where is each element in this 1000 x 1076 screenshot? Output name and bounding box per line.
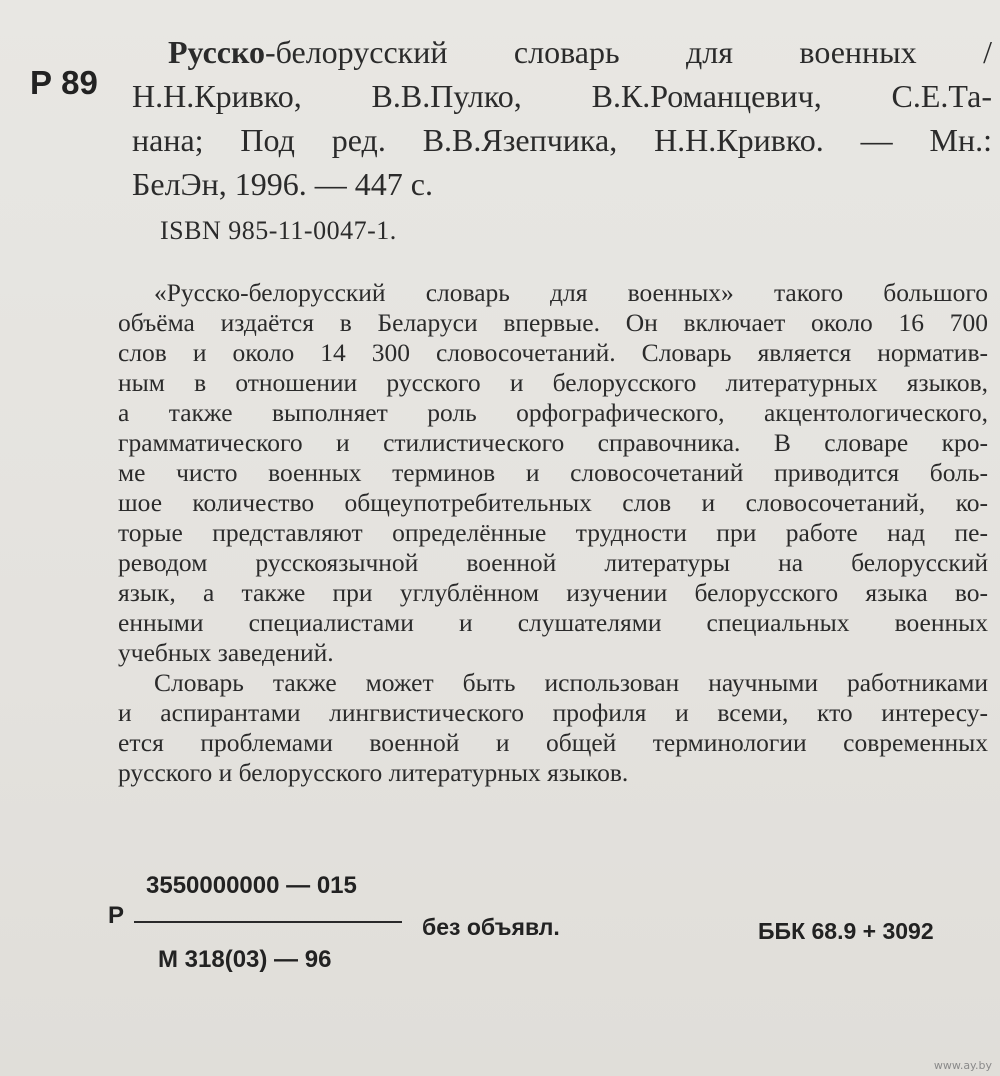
abstract-line: и аспирантами лингвистического профиля и всеми, кто интересу- bbox=[118, 698, 988, 727]
abstract-line: язык, а также при углублённом изучении белорусского языка во- bbox=[118, 578, 988, 607]
abstract-line: объёма издаётся в Беларуси впервые. Он включает около 16 700 bbox=[118, 308, 988, 337]
fraction-divider bbox=[134, 921, 402, 923]
bibliographic-record bbox=[132, 30, 992, 206]
classification-numerator: 3550000000 — 015 bbox=[146, 872, 357, 899]
abstract-line: ется проблемами военной и общей терминологии современных bbox=[118, 728, 988, 757]
abstract-line: слов и около 14 300 словосочетаний. Словарь является норматив- bbox=[118, 338, 988, 367]
title-bold-part: Русско bbox=[168, 34, 265, 70]
abstract-line: енными специалистами и слушателями специальных военных bbox=[118, 608, 988, 637]
site-watermark: www.ay.by bbox=[933, 1059, 992, 1072]
abstract-line: учебных заведений. bbox=[118, 638, 334, 667]
classification-letter: Р bbox=[108, 902, 125, 929]
abstract-text bbox=[118, 278, 988, 788]
abstract-line: а также выполняет роль орфографического, акцентологического, bbox=[118, 398, 988, 427]
abstract-line: ным в отношении русского и белорусского литературных языков, bbox=[118, 368, 988, 397]
no-ads-note: без объявл. bbox=[422, 914, 560, 940]
bbk-code: ББК 68.9 + 3092 bbox=[758, 918, 934, 944]
classification-denominator: М 318(03) — 96 bbox=[158, 946, 332, 973]
isbn-number: ISBN 985-11-0047-1. bbox=[160, 216, 397, 245]
abstract-line: грамматического и стилистического справочника. В словаре кро- bbox=[118, 428, 988, 457]
author-mark-code: Р 89 bbox=[30, 64, 98, 101]
biblio-line-4: БелЭн, 1996. — 447 с. bbox=[132, 166, 433, 202]
abstract-line: ме чисто военных терминов и словосочетаний приводится боль- bbox=[118, 458, 988, 487]
abstract-line: Словарь также может быть использован научными работниками bbox=[154, 668, 988, 697]
abstract-line: «Русско-белорусский словарь для военных» такого большого bbox=[154, 278, 988, 307]
biblio-line-2: Н.Н.Кривко, В.В.Пулко, В.К.Романцевич, С.Е.Та- bbox=[132, 78, 992, 114]
biblio-line-3: нана; Под ред. В.В.Язепчика, Н.Н.Кривко. — Мн.: bbox=[132, 122, 992, 158]
abstract-line: реводом русскоязычной военной литературы на белорусский bbox=[118, 548, 988, 577]
abstract-line: торые представляют определённые трудности при работе над пе- bbox=[118, 518, 988, 547]
abstract-line: шое количество общеупотребительных слов и словосочетаний, ко- bbox=[118, 488, 988, 517]
abstract-line: русского и белорусского литературных языков. bbox=[118, 758, 629, 787]
biblio-line-1 bbox=[132, 30, 992, 74]
title-rest: -белорусский словарь для военных / bbox=[264, 34, 992, 70]
